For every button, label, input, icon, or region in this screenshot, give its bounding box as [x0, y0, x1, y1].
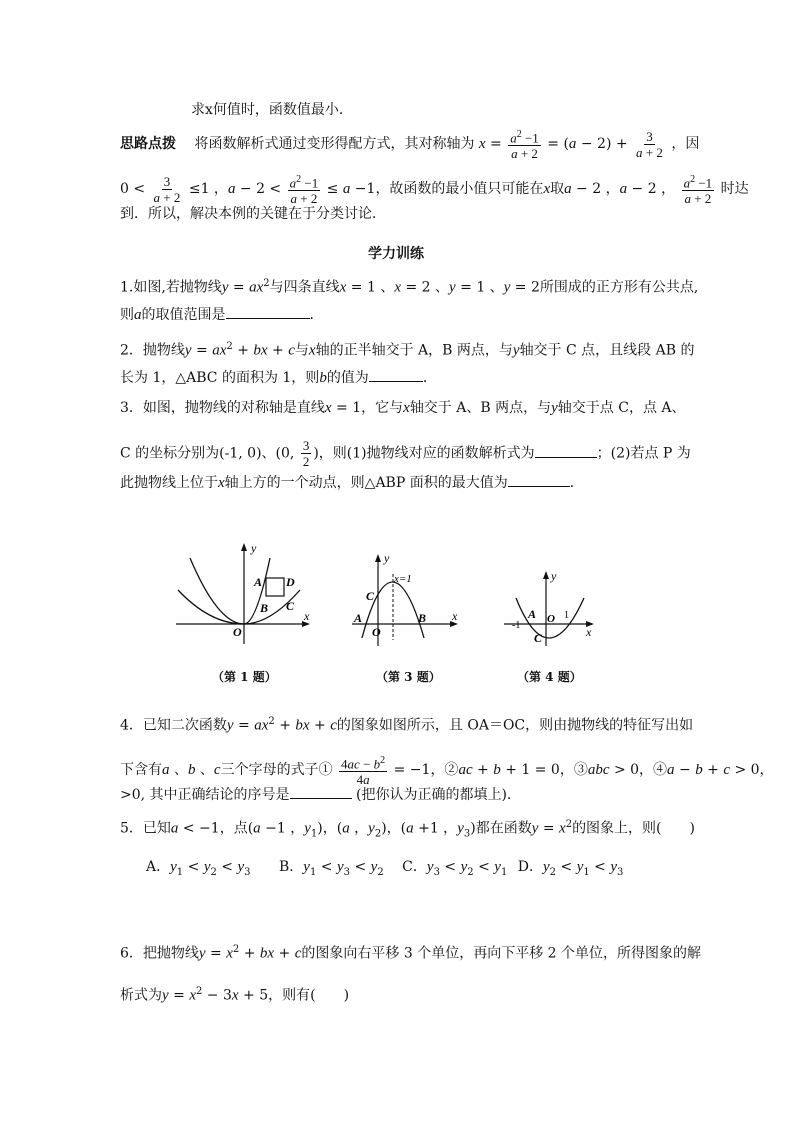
q6-line-2: 析式为$y = x^2 - 3x + 5$，则有( ): [120, 986, 350, 1004]
fig4-label-1: 1: [564, 610, 569, 621]
fig3-label-c: C: [366, 589, 375, 603]
figure-q1: [170, 540, 320, 650]
fig3-x-label: x: [452, 609, 458, 623]
caption-q1: （第 1 题）: [212, 670, 277, 684]
fig3-label-b: B: [418, 611, 427, 625]
fig3-label-a: A: [354, 611, 363, 625]
q5-option-d[interactable]: D．$y_2 < y_1 < y_3$: [517, 859, 624, 878]
q5-options: [146, 857, 623, 883]
q2-line-1: 2．抛物线$y = ax^2$ + bx + c与x轴的正半轴交于 A，B 两点，与y轴交于 C 点，且线段 AB 的: [120, 341, 695, 359]
q5-option-c[interactable]: C．$y_3 < y_2 < y_1$: [402, 859, 508, 878]
q6-line-1: 6．把抛物线$y = x^2$ + bx + c的图象向右平移 3 个单位，再向下平移 2 个单位，所得图象的解: [120, 944, 702, 962]
fig4-label-a: A: [528, 607, 537, 621]
figure-q4: [500, 568, 600, 650]
fig1-label-b: B: [260, 601, 269, 615]
q4-answer-blank[interactable]: [290, 784, 352, 799]
q5-option-a[interactable]: A．$y_1 < y_2 < y_3$: [146, 859, 251, 878]
q3-line-1: 3．如图，抛物线的对称轴是直线x = 1，它与x轴交于 A、B 两点，与y轴交于点 C，点 A、: [120, 400, 686, 416]
hint-line-2: 0 < $\frac{3}{a + 2}$ ≤1 ，a − 2 < $\frac{a^2 -1}{a + 2}$ ≤ a −1，故函数的最小值只可能在x取a − 2 ，a − 2 ， $\frac{a^2 -1}{a + 2}$ 时达: [120, 173, 749, 207]
q3-line-2: C 的坐标分别为(-1, 0)、(0, $\frac{3}{2}$ )，则(1)抛物线对应的函数解析式为 ；(2)若点 P 为: [120, 438, 691, 469]
fig4-label-c: C: [534, 631, 543, 645]
fig1-label-d: D: [286, 575, 295, 589]
q1-line-2: 则a的取值范围是 ．: [120, 304, 324, 325]
fig1-label-o: O: [233, 625, 242, 639]
q1-line-1: 1.如图,若抛物线$y = ax^2$与四条直线x = 1 、x = 2 、y = 1 、y = 2所围成的正方形有公共点,: [120, 278, 699, 296]
q4-line-2: 下含有a 、b 、c三个字母的式子① $\frac{4ac - b^2}{4a}$ = −1，②ac + b + 1 = 0，③abc > 0，④a − b + c > 0，: [120, 755, 774, 788]
fig1-label-c: C: [286, 599, 295, 613]
q3-answer-blank-1[interactable]: [535, 443, 597, 458]
section-title: 学力训练: [368, 246, 424, 262]
fig4-y-label: y: [551, 569, 557, 583]
axis-fraction: $\frac{a^2 -1}{a + 2}$: [510, 129, 539, 162]
fig4-label-neg1: -1: [512, 620, 521, 631]
q5-line-1: 5．已知a < −1，点(a −1 ，$y_1$)，(a ，$y_2$)，(a +1 ，$y_3$)都在函数$y = x^2$的图象上，则( ): [120, 819, 695, 840]
figure-q3: [348, 550, 463, 650]
caption-q4: （第 4 题）: [517, 670, 582, 684]
fig1-x-label: x: [304, 609, 310, 623]
q4-line-1: 4．已知二次函数$y = ax^2$ + bx + c的图象如图所示，且 OA＝OC，则由抛物线的特征写出如: [120, 716, 694, 734]
q4-line-3: >0, 其中正确结论的序号是 (把你认为正确的都填上).: [120, 784, 511, 805]
hint-line-1: 思路点拨 将函数解析式通过变形得配方式，其对称轴为 x = $\frac{a^2 -1}{a + 2}$ = (a − 2) + $\frac{3}{a + 2}$ ，因: [120, 128, 700, 162]
q2-answer-blank[interactable]: [369, 367, 423, 382]
fig1-label-a: A: [254, 575, 263, 589]
q3-answer-blank-2[interactable]: [508, 472, 570, 487]
hint-line-3: 到．所以，解决本例的关键在于分类讨论．: [120, 206, 386, 222]
hint-label: 思路点拨: [120, 136, 176, 153]
fig3-label-o: O: [372, 625, 381, 639]
caption-q3: （第 3 题）: [376, 670, 441, 684]
fig4-x-label: x: [586, 625, 592, 639]
q3-line-3: 此抛物线上位于x轴上方的一个动点，则△ABP 面积的最大值为 ．: [120, 472, 584, 493]
intro-line: 求x何值时，函数值最小．: [191, 102, 353, 118]
q5-option-b[interactable]: B．$y_1 < y_3 < y_2$: [279, 859, 384, 878]
fig3-axis-label: x=1: [394, 573, 412, 585]
q1-answer-blank[interactable]: [226, 304, 310, 319]
q2-line-2: 长为 1，△ABC 的面积为 1，则b的值为 ．: [120, 367, 437, 388]
fig1-y-label: y: [251, 541, 257, 555]
fig4-label-o: O: [547, 613, 555, 625]
fig3-y-label: y: [384, 551, 390, 565]
